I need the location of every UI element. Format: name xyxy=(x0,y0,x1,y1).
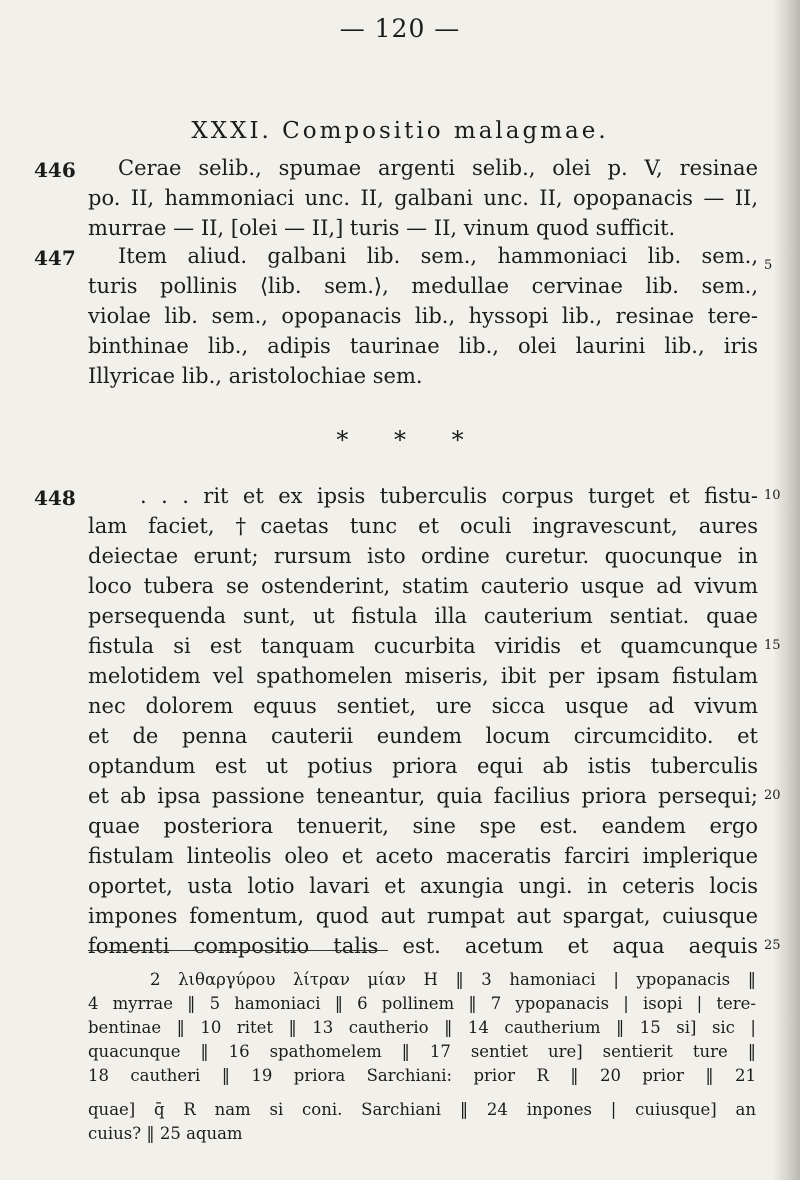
line-number: 20 xyxy=(764,788,781,803)
text-line: po. II, hammoniaci unc. II, galbani unc. II, opopanacis — II, xyxy=(88,186,758,210)
text-line: nec dolorem equus sentiet, ure sicca usque ad vivum xyxy=(88,694,758,718)
text-line: persequenda sunt, ut fistula illa cauterium sentiat. quae xyxy=(88,604,758,628)
footnote-line: 4 myrrae ‖ 5 hamoniaci ‖ 6 pollinem ‖ 7 ypopanacis | isopi | tere- xyxy=(88,994,756,1013)
text-line: et de penna cauterii eundem locum circumcidito. et xyxy=(88,724,758,748)
section-heading: XXXI. Compositio malagmae. xyxy=(191,118,609,144)
text-line: et ab ipsa passione teneantur, quia facilius priora persequi; xyxy=(88,784,758,808)
text-line: oportet, usta lotio lavari et axungia ungi. in ceteris locis xyxy=(88,874,758,898)
text-line: Cerae selib., spumae argenti selib., olei p. V, resinae xyxy=(118,156,758,180)
text-line: impones fomentum, quod aut rumpat aut spargat, cuiusque xyxy=(88,904,758,928)
line-number: 25 xyxy=(764,938,781,953)
line-number: 15 xyxy=(764,638,781,653)
text-line: violae lib. sem., opopanacis lib., hyssopi lib., resinae tere- xyxy=(88,304,758,328)
footnote-line: bentinae ‖ 10 ritet ‖ 13 cautherio ‖ 14 cautherium ‖ 15 si] sic | xyxy=(88,1018,756,1037)
text-line: deiectae erunt; rursum isto ordine curetur. quocunque in xyxy=(88,544,758,568)
line-number: 10 xyxy=(764,488,781,503)
text-line: optandum est ut potius priora equi ab istis tuberculis xyxy=(88,754,758,778)
text-line: binthinae lib., adipis taurinae lib., olei laurini lib., iris xyxy=(88,334,758,358)
footnote-line: cuius? ‖ 25 aquam xyxy=(88,1124,243,1143)
footnote-line: 2 λιθαργύρου λίτραν μίαν H ‖ 3 hamoniaci | ypopanacis ‖ xyxy=(150,970,756,989)
line-number: 5 xyxy=(764,258,773,273)
footnote-line: quae] q̄ R nam si coni. Sarchiani ‖ 24 inpones | cuiusque] an xyxy=(88,1100,756,1119)
text-line: melotidem vel spathomelen miseris, ibit per ipsam fistulam xyxy=(88,664,758,688)
footnote-line: quacunque ‖ 16 spathomelem ‖ 17 sentiet ure] sentierit ture ‖ xyxy=(88,1042,756,1061)
text-line: turis pollinis ⟨lib. sem.⟩, medullae cervinae lib. sem., xyxy=(88,274,758,298)
text-line: lam faciet, †caetas tunc et oculi ingravescunt, aures xyxy=(88,514,758,538)
text-line: fomenti compositio talis est. acetum et aqua aequis xyxy=(88,934,758,958)
page-edge-shadow xyxy=(774,0,800,1180)
text-line: quae posteriora tenuerit, sine spe est. eandem ergo xyxy=(88,814,758,838)
text-line: Illyricae lib., aristolochiae sem. xyxy=(88,364,423,388)
text-line: loco tubera se ostenderint, statim cauterio usque ad vivum xyxy=(88,574,758,598)
text-line: . . . rit et ex ipsis tuberculis corpus turget et fistu- xyxy=(140,484,758,508)
footnote-line: 18 cautheri ‖ 19 priora Sarchiani: prior R ‖ 20 prior ‖ 21 xyxy=(88,1066,756,1085)
paragraph-number-446: 446 xyxy=(34,158,76,182)
paragraph-number-448: 448 xyxy=(34,486,76,510)
section-separator-stars: * * * xyxy=(336,426,464,454)
text-line: fistulam linteolis oleo et aceto maceratis farciri implerique xyxy=(88,844,758,868)
paragraph-number-447: 447 xyxy=(34,246,76,270)
page-number: — 120 — xyxy=(339,14,461,43)
footnote-rule xyxy=(88,950,388,951)
text-line: fistula si est tanquam cucurbita viridis et quamcunque xyxy=(88,634,758,658)
text-line: Item aliud. galbani lib. sem., hammoniaci lib. sem., xyxy=(118,244,758,268)
text-line: murrae — II, [olei — II,] turis — II, vinum quod sufficit. xyxy=(88,216,676,240)
